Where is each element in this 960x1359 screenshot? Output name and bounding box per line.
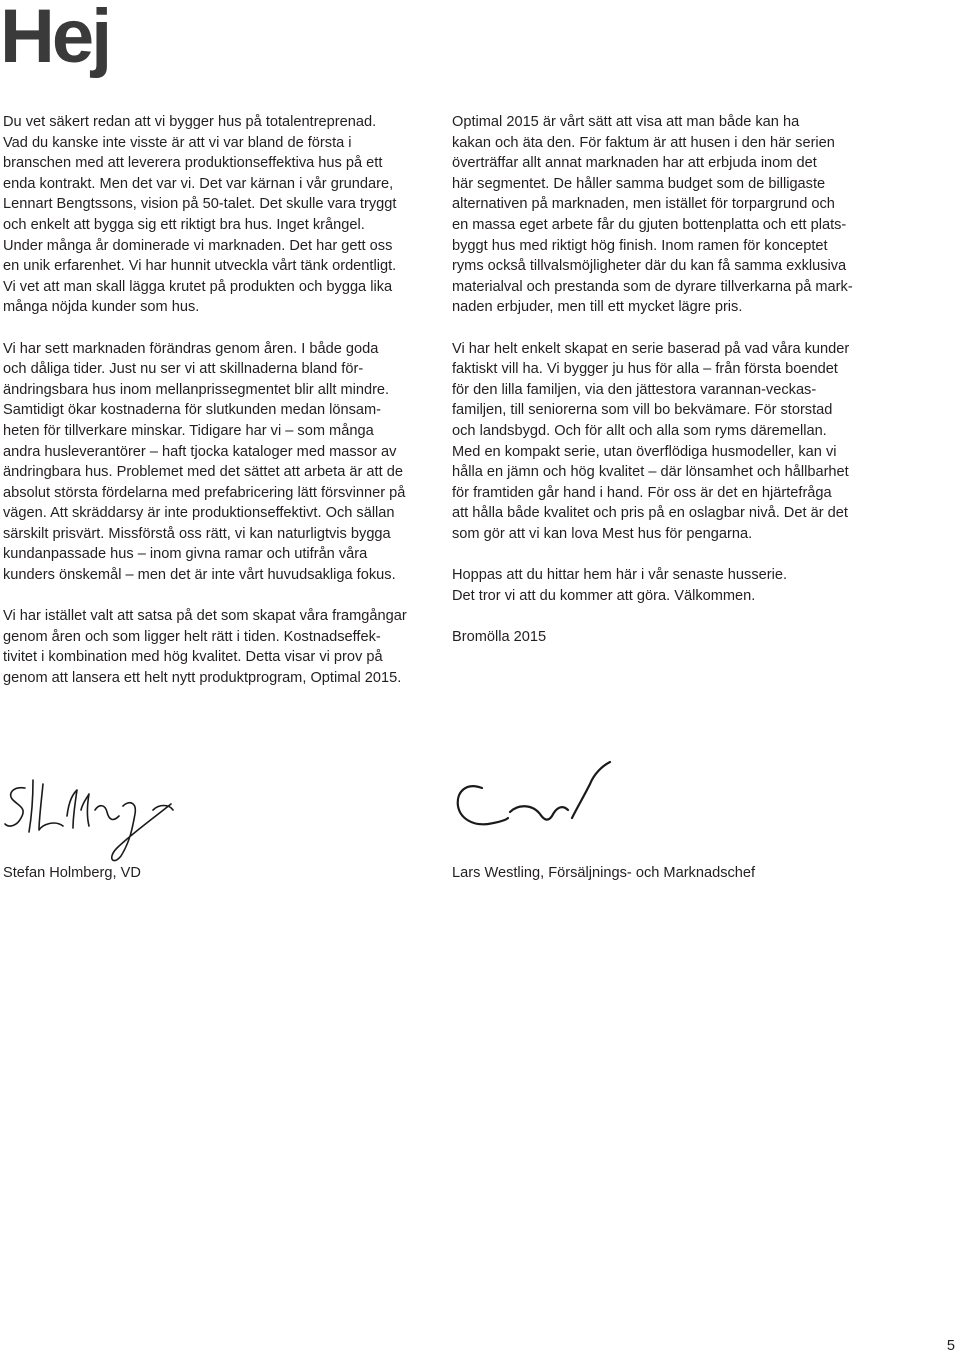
letter-column-right: [452, 112, 892, 668]
text-line: branschen med att leverera produktionseffektiva hus på ett: [3, 155, 383, 172]
text-line: Samtidigt ökar kostnaderna för slutkunden medan lönsam-: [3, 402, 382, 419]
text-line: genom åren och som ligger helt rätt i tiden. Kostnadseffek-: [3, 628, 381, 645]
text-line: absolut största fördelarna med prefabricering lätt försvinner på: [3, 484, 406, 501]
text-line: och landsbygd. Och för allt och alla som ryms däremellan.: [452, 422, 827, 439]
text-line: som gör att vi kan lova Mest hus för pengarna.: [452, 525, 753, 542]
text-line: kakan och äta den. För faktum är att husen i den här serien: [452, 134, 835, 151]
paragraph: [3, 112, 443, 318]
paragraph: [3, 339, 443, 586]
text-line: tivitet i kombination med hög kvalitet. Detta visar vi prov på: [3, 649, 383, 666]
paragraph: [452, 112, 892, 318]
signature-stefan-holmberg: [3, 770, 233, 865]
paragraph: [452, 339, 892, 545]
text-line: Vi har sett marknaden förändras genom åren. I både goda: [3, 340, 379, 357]
signature-lars-westling: [452, 760, 632, 850]
text-line: byggt hus med riktigt hög finish. Inom ramen för konceptet: [452, 237, 828, 254]
text-line: här segmentet. De håller samma budget som de billigaste: [452, 175, 826, 192]
text-line: materialval och prestanda som de dyrare tillverkarna på mark-: [452, 278, 853, 295]
text-line: enda kontrakt. Men det var vi. Det var kärnan i vår grundare,: [3, 175, 394, 192]
text-line: särskilt prisvärt. Missförstå oss rätt, vi kan naturligtvis bygga: [3, 525, 391, 542]
signer-name-left: Stefan Holmberg, VD: [3, 865, 141, 881]
text-line: Vad du kanske inte visste är att vi var bland de första i: [3, 134, 352, 151]
text-line: Lennart Bengtssons, vision på 50-talet. Det skulle vara tryggt: [3, 196, 397, 213]
text-line: ändringsbara hus inom mellanprissegmentet blir allt mindre.: [3, 381, 390, 398]
text-line: och enkelt att bygga sig ett riktigt bra hus. Inget krångel.: [3, 216, 365, 233]
paragraph: [3, 606, 443, 688]
text-line: Med en kompakt serie, utan överflödiga husmodeller, kan vi: [452, 443, 837, 460]
text-line: Det tror vi att du kommer att göra. Välkommen.: [452, 587, 756, 604]
text-line: Du vet säkert redan att vi bygger hus på totalentreprenad.: [3, 114, 377, 130]
text-line: för framtiden går hand i hand. För oss är det en hjärtefråga: [452, 484, 832, 501]
text-line: alternativen på marknaden, men istället för torpargrund och: [452, 196, 835, 213]
text-line: vägen. Att skräddarsy är inte produktionseffektivt. Och sällan: [3, 505, 395, 522]
text-line: Hoppas att du hittar hem här i vår senaste husserie.: [452, 567, 788, 584]
page-title: Hej: [0, 0, 110, 79]
text-line: och dåliga tider. Just nu ser vi att skillnaderna bland för-: [3, 361, 364, 378]
text-line: kunders önskemål – men det är inte vårt huvudsakliga fokus.: [3, 567, 396, 584]
text-line: Optimal 2015 är vårt sätt att visa att man både kan ha: [452, 114, 800, 130]
text-line: andra husleverantörer – haft tjocka kataloger med massor av: [3, 443, 397, 460]
text-line: ryms också tillvalsmöjligheter där du kan få samma exklusiva: [452, 258, 847, 275]
text-line: Vi har istället valt att satsa på det som skapat våra framgångar: [3, 608, 407, 625]
text-line: genom att lansera ett helt nytt produktprogram, Optimal 2015.: [3, 670, 402, 687]
signer-name-right: Lars Westling, Försäljnings- och Marknadschef: [452, 865, 756, 881]
text-line: att hålla både kvalitet och pris på en oslagbar nivå. Det är det: [452, 505, 848, 522]
page-number: 5: [946, 1338, 955, 1354]
paragraph: [452, 627, 892, 648]
letter-column-left: [3, 112, 443, 709]
text-line: ändringbara hus. Problemet med det sättet att arbeta är att de: [3, 464, 403, 481]
text-line: överträffar allt annat marknaden har att erbjuda inom det: [452, 155, 817, 172]
text-line: kundanpassade hus – inom givna ramar och utifrån våra: [3, 546, 368, 563]
text-line: faktiskt vill ha. Vi bygger ju hus för alla – från första boendet: [452, 361, 838, 378]
paragraph: [452, 565, 892, 606]
text-line: för den lilla familjen, via den jättestora varannan-veckas-: [452, 381, 817, 398]
text-line: många nöjda kunder som hus.: [3, 299, 200, 316]
text-line: hålla en jämn och hög kvalitet – där lönsamhet och hållbarhet: [452, 464, 849, 481]
text-line: Bromölla 2015: [452, 628, 547, 645]
text-line: Vi vet att man skall lägga krutet på produkten och bygga lika: [3, 278, 393, 295]
text-line: familjen, till seniorerna som vill bo bekvämare. För storstad: [452, 402, 833, 419]
text-line: Under många år dominerade vi marknaden. Det har gett oss: [3, 237, 393, 254]
text-line: en massa eget arbete får du gjuten bottenplatta och ett plats-: [452, 216, 847, 233]
text-line: en unik erfarenhet. Vi har hunnit utveckla vårt tänk ordentligt.: [3, 258, 397, 275]
text-line: heten för tillverkare minskar. Tidigare har vi – som många: [3, 422, 374, 439]
text-line: Vi har helt enkelt skapat en serie baserad på vad våra kunder: [452, 340, 850, 357]
text-line: naden erbjuder, men till ett mycket lägre pris.: [452, 299, 743, 316]
